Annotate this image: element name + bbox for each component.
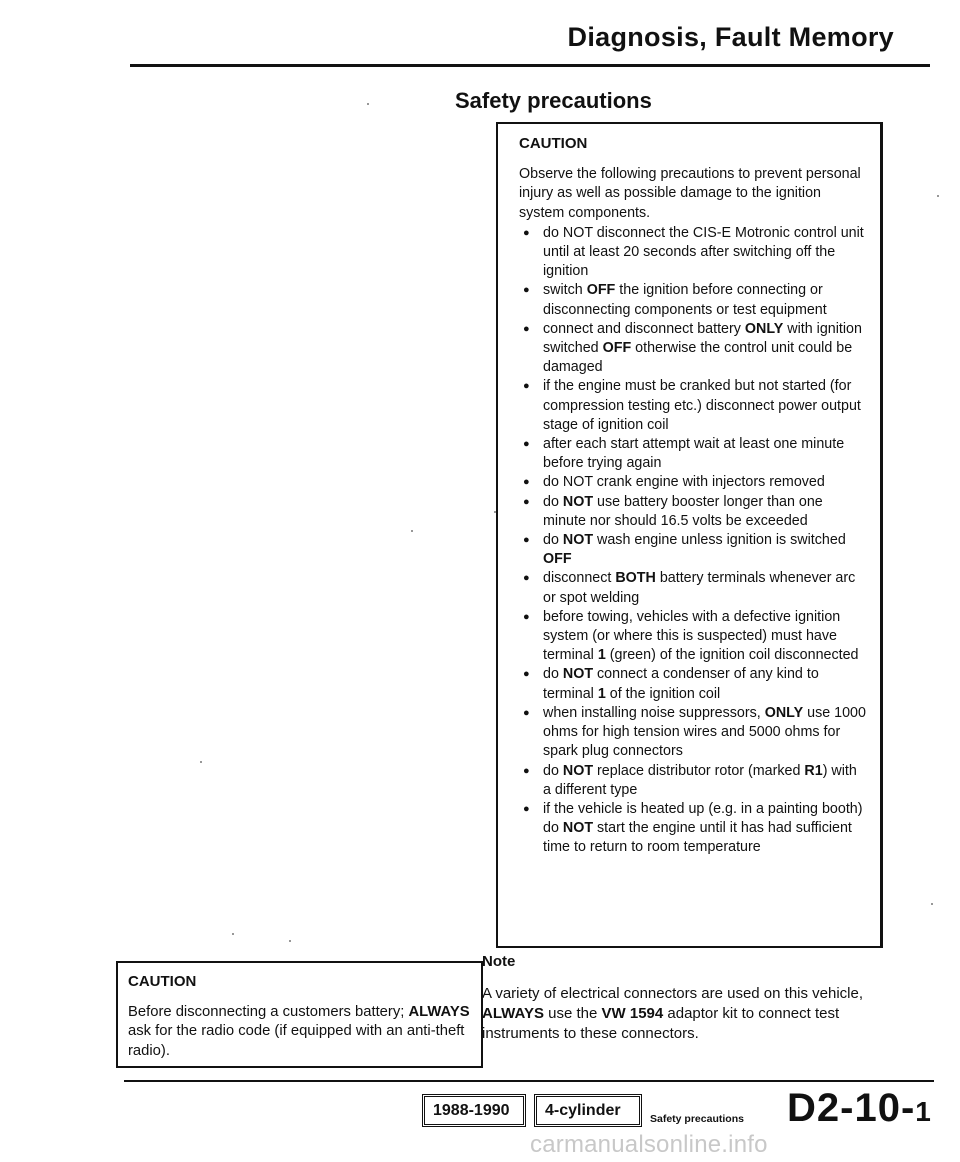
emphasis-text: ALWAYS (408, 1003, 470, 1020)
text-run: adaptor kit to connect test instruments to these connectors. (482, 1005, 840, 1042)
emphasis-text: OFF (586, 282, 616, 299)
note-body (482, 984, 882, 1044)
emphasis-text: NOT (562, 493, 594, 510)
precaution-item (543, 281, 866, 319)
precaution-item (543, 608, 866, 666)
text-run: with ignition switched (543, 320, 862, 357)
text-run: battery terminals whenever arc or spot welding (543, 570, 856, 606)
model-years-tag: 1988-1990 (422, 1094, 526, 1127)
text-run: use 1000 ohms for high tension wires and 5000 ohms for spark plug connectors (543, 704, 866, 760)
precaution-item (543, 377, 866, 435)
text-run: ) with a different type (543, 762, 857, 798)
text-run: do (543, 762, 563, 779)
text-run: if the engine must be cranked but not started (for compression testing etc.) disconnect power output stage of ignition coil (543, 378, 861, 433)
text-run: (green) of the ignition coil disconnected (605, 647, 859, 664)
note-heading: Note (482, 953, 516, 970)
precaution-item (543, 531, 866, 569)
precaution-item (543, 800, 866, 858)
text-run: when installing noise suppressors, (543, 704, 765, 721)
caution-heading: CAUTION (519, 135, 588, 152)
note-block (482, 952, 882, 1044)
emphasis-text: OFF (543, 551, 572, 568)
text-run: do (543, 532, 563, 549)
caution-intro: Observe the following precautions to prevent personal injury as well as possible damage to the ignition system components. (519, 166, 861, 221)
text-run: do (543, 493, 563, 510)
emphasis-text: ONLY (764, 704, 804, 721)
text-run: connect and disconnect battery (543, 320, 745, 337)
scan-speck (937, 195, 939, 197)
caution-radio-body (128, 1003, 471, 1062)
footer-section-label: Safety precautions (650, 1113, 744, 1125)
text-run: switch (543, 282, 587, 299)
scan-speck (289, 940, 291, 942)
page-number: 1 (915, 1096, 932, 1127)
scan-speck (411, 530, 413, 532)
caution-heading: CAUTION (128, 973, 197, 990)
text-run: the ignition before connecting or disconnecting components or test equipment (543, 282, 827, 318)
text-run: if the vehicle is heated up (e.g. in a painting booth) do (543, 800, 863, 837)
emphasis-text: BOTH (615, 570, 656, 587)
text-run: A variety of electrical connectors are used on this vehicle, (482, 985, 864, 1002)
text-run: do (543, 666, 563, 683)
emphasis-text: NOT (562, 532, 594, 549)
precaution-item (543, 569, 866, 607)
emphasis-text: NOT (562, 820, 594, 837)
scan-speck (494, 511, 496, 513)
text-run: do NOT crank engine with injectors removed (543, 474, 825, 491)
emphasis-text: 1 (597, 647, 606, 664)
precaution-list (519, 224, 866, 858)
emphasis-text: NOT (562, 666, 594, 683)
precaution-item (543, 493, 866, 531)
emphasis-text: R1 (804, 762, 823, 779)
precaution-item (543, 704, 866, 762)
text-run: use battery booster longer than one minute nor should 16.5 volts be exceeded (543, 493, 823, 529)
text-run: wash engine unless ignition is switched (593, 532, 846, 549)
precaution-item (543, 665, 866, 703)
text-run: after each start attempt wait at least one minute before trying again (543, 436, 845, 472)
text-run: connect a condenser of any kind to terminal (543, 666, 819, 702)
emphasis-text: OFF (602, 340, 632, 357)
scan-speck (200, 761, 202, 763)
footer-rule (124, 1080, 934, 1082)
caution-box-radio (116, 961, 483, 1068)
scan-speck (367, 103, 369, 105)
engine-type-tag: 4-cylinder (534, 1094, 642, 1127)
text-run: Before disconnecting a customers battery; (128, 1003, 409, 1020)
caution-box-main (496, 122, 883, 948)
text-run: otherwise the control unit could be damaged (543, 340, 853, 376)
emphasis-text: NOT (562, 762, 594, 779)
emphasis-text: ALWAYS (482, 1005, 544, 1022)
text-run: of the ignition coil (605, 685, 721, 702)
page-header-title: Diagnosis, Fault Memory (567, 22, 894, 52)
precaution-item (543, 473, 866, 492)
emphasis-text: ONLY (744, 320, 784, 337)
text-run: ask for the radio code (if equipped with an anti-theft radio). (128, 1023, 465, 1059)
precaution-item (543, 762, 866, 800)
text-run: use the (543, 1005, 602, 1022)
precaution-item (543, 320, 866, 378)
header-rule (130, 64, 930, 67)
text-run: do NOT disconnect the CIS-E Motronic control unit until at least 20 seconds after switching off the ignition (543, 224, 864, 280)
page-code-main: D2-10- (787, 1086, 916, 1130)
text-run: replace distributor rotor (marked (593, 762, 805, 779)
text-run: before towing, vehicles with a defective ignition system (or where this is suspected) must have terminal (543, 608, 841, 664)
scan-speck (931, 903, 933, 905)
page-code (787, 1086, 932, 1131)
section-title: Safety precautions (455, 88, 652, 113)
emphasis-text: VW 1594 (601, 1005, 664, 1022)
emphasis-text: 1 (597, 685, 606, 702)
scan-speck (232, 933, 234, 935)
watermark: carmanualsonline.info (530, 1131, 768, 1158)
precaution-item (543, 224, 866, 282)
text-run: disconnect (543, 570, 616, 587)
precaution-item (543, 435, 866, 473)
text-run: start the engine until it has had sufficient time to return to room temperature (543, 820, 852, 856)
